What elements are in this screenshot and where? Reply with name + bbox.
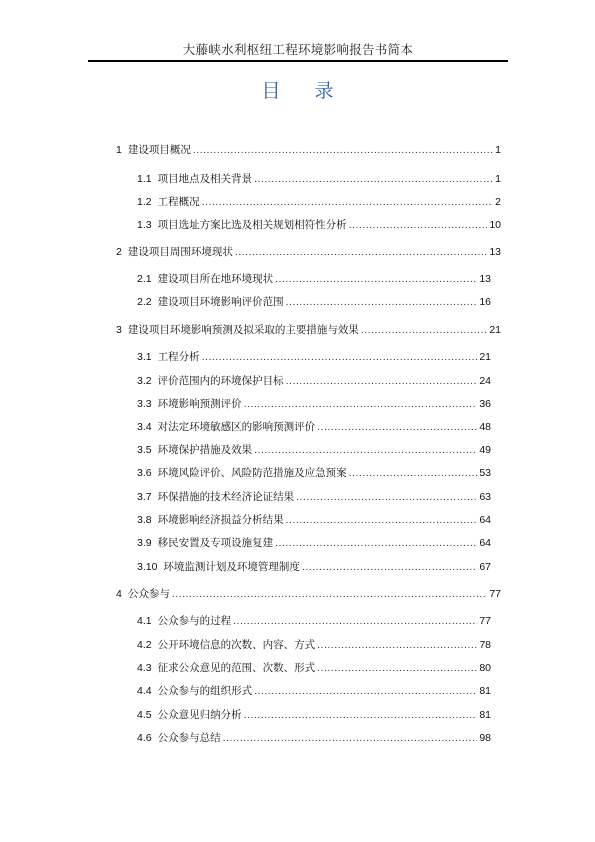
toc-entry-page-number: 81: [479, 685, 491, 697]
toc-entry-title: 环境影响经济损益分析结果: [157, 514, 284, 526]
toc-entry-number: 4.2: [137, 639, 152, 651]
toc-entry-number: 1: [116, 144, 122, 156]
toc-entry-page-number: 1: [495, 144, 501, 156]
toc-entry-page-number: 2: [495, 196, 501, 208]
toc-dot-leader: [254, 172, 493, 186]
toc-entry-page-number: 49: [479, 444, 491, 456]
toc-entry-number: 2: [116, 246, 122, 258]
toc-entry-title: 项目选址方案比选及相关规划相符性分析: [157, 219, 347, 231]
toc-entry-number: 3: [116, 324, 122, 336]
toc-entry-title: 建设项目环境影响评价范围: [157, 296, 284, 308]
toc-entry-number: 1.1: [137, 173, 152, 185]
toc-entry[interactable]: [137, 272, 491, 286]
toc-dot-leader: [254, 443, 477, 457]
toc-entry-number: 3.3: [137, 398, 152, 410]
toc-dot-leader: [302, 560, 477, 574]
toc-entry-page-number: 67: [479, 561, 491, 573]
toc-entry[interactable]: [137, 684, 491, 698]
toc-entry[interactable]: [137, 638, 491, 652]
toc-entry[interactable]: [137, 374, 491, 388]
toc-dot-leader: [286, 295, 478, 309]
toc-dot-leader: [193, 143, 493, 157]
toc-entry[interactable]: [137, 466, 491, 480]
toc-entry-title: 建设项目环境影响预测及拟采取的主要措施与效果: [127, 324, 359, 336]
toc-entry-page-number: 24: [479, 375, 491, 387]
toc-entry-title: 项目地点及相关背景: [157, 173, 253, 185]
document-header-title: 大藤峡水利枢纽工程环境影响报告书简本: [182, 42, 414, 57]
toc-dot-leader: [202, 350, 478, 364]
toc-entry-page-number: 13: [479, 273, 491, 285]
toc-entry-number: 2.2: [137, 296, 152, 308]
toc-entry-title: 对法定环境敏感区的影响预测评价: [157, 421, 316, 433]
toc-entry-number: 1.2: [137, 196, 152, 208]
toc-dot-leader: [286, 513, 478, 527]
toc-dot-leader: [244, 397, 478, 411]
toc-entry[interactable]: [137, 490, 491, 504]
toc-entry-page-number: 10: [489, 219, 501, 231]
toc-entry-page-number: 48: [479, 421, 491, 433]
toc-entry[interactable]: [137, 295, 491, 309]
toc-entry-number: 4.3: [137, 662, 152, 674]
toc-entry-number: 4.4: [137, 685, 152, 697]
toc-entry-page-number: 77: [489, 588, 501, 600]
toc-entry[interactable]: [137, 172, 501, 186]
toc-entry-number: 3.6: [137, 467, 152, 479]
toc-entry-page-number: 36: [479, 398, 491, 410]
toc-entry-page-number: 63: [479, 491, 491, 503]
toc-entry-number: 3.2: [137, 375, 152, 387]
toc-entry[interactable]: [137, 708, 491, 722]
toc-entry[interactable]: [137, 731, 491, 745]
toc-entry-number: 4: [116, 588, 122, 600]
toc-entry[interactable]: [116, 587, 501, 601]
toc-entry-title: 公众参与的组织形式: [157, 685, 253, 697]
toc-entry-title: 环境保护措施及效果: [157, 444, 253, 456]
toc-entry[interactable]: [137, 397, 491, 411]
toc-dot-leader: [233, 614, 477, 628]
toc-entry[interactable]: [137, 443, 491, 457]
toc-dot-leader: [235, 245, 487, 259]
toc-entry-title: 公众参与: [127, 588, 170, 600]
toc-dot-leader: [172, 587, 487, 601]
toc-entry-title: 建设项目概况: [127, 144, 191, 156]
toc-entry-title: 移民安置及专项设施复建: [157, 537, 274, 549]
toc-entry-number: 2.1: [137, 273, 152, 285]
toc-entry-title: 公众意见归纳分析: [157, 709, 242, 721]
toc-entry[interactable]: [137, 350, 491, 364]
toc-dot-leader: [361, 323, 487, 337]
toc-entry-number: 4.5: [137, 709, 152, 721]
toc-entry[interactable]: [137, 195, 501, 209]
toc-entry[interactable]: [116, 323, 501, 337]
toc-entry-title: 环境影响预测评价: [157, 398, 242, 410]
toc-dot-leader: [317, 661, 477, 675]
toc-entry-title: 工程概况: [157, 196, 200, 208]
toc-dot-leader: [286, 374, 478, 388]
toc-entry-title: 公众参与的过程: [157, 615, 232, 627]
toc-entry-title: 工程分析: [157, 351, 200, 363]
toc-entry-page-number: 53: [479, 467, 491, 479]
toc-dot-leader: [317, 638, 477, 652]
toc-entry[interactable]: [137, 513, 491, 527]
toc-entry-number: 1.3: [137, 219, 152, 231]
toc-entry-number: 3.8: [137, 514, 152, 526]
toc-entry-number: 4.6: [137, 732, 152, 744]
toc-entry-title: 公众参与总结: [157, 732, 221, 744]
toc-entry-page-number: 64: [479, 514, 491, 526]
toc-entry-page-number: 81: [479, 709, 491, 721]
toc-entry-number: 3.1: [137, 351, 152, 363]
toc-entry-number: 3.7: [137, 491, 152, 503]
toc-entry-number: 3.4: [137, 421, 152, 433]
toc-entry-page-number: 64: [479, 537, 491, 549]
toc-entry-number: 4.1: [137, 615, 152, 627]
toc-entry-title: 环境风险评价、风险防范措施及应急预案: [157, 467, 347, 479]
toc-entry-title: 建设项目周围环境现状: [127, 246, 233, 258]
toc-entry-page-number: 21: [479, 351, 491, 363]
toc-entry[interactable]: [137, 661, 491, 675]
toc-entry[interactable]: [137, 560, 491, 574]
toc-entry-number: 3.5: [137, 444, 152, 456]
toc-entry[interactable]: [116, 143, 501, 157]
toc-dot-leader: [254, 684, 477, 698]
toc-dot-leader: [223, 731, 478, 745]
toc-entry[interactable]: [116, 245, 501, 259]
toc-dot-leader: [275, 536, 477, 550]
toc-dot-leader: [275, 272, 477, 286]
toc-entry-page-number: 13: [489, 246, 501, 258]
toc-dot-leader: [296, 490, 477, 504]
toc-entry-page-number: 77: [479, 615, 491, 627]
toc-entry-page-number: 80: [479, 662, 491, 674]
toc-dot-leader: [317, 420, 477, 434]
toc-entry-number: 3.9: [137, 537, 152, 549]
toc-title: 目 录: [261, 80, 348, 102]
toc-dot-leader: [349, 218, 488, 232]
toc-dot-leader: [202, 195, 494, 209]
toc-entry-number: 3.10: [137, 561, 158, 573]
toc-dot-leader: [349, 466, 478, 480]
toc-entry-title: 环保措施的技术经济论证结果: [157, 491, 295, 503]
toc-entry-page-number: 16: [479, 296, 491, 308]
toc-entry[interactable]: [137, 218, 501, 232]
toc-entry-title: 公开环境信息的次数、内容、方式: [157, 639, 316, 651]
toc-entry-title: 环境监测计划及环境管理制度: [163, 561, 300, 573]
toc-entry-title: 建设项目所在地环境现状: [157, 273, 274, 285]
toc-entry-title: 评价范围内的环境保护目标: [157, 375, 284, 387]
toc-entry-page-number: 1: [495, 173, 501, 185]
toc-entry[interactable]: [137, 536, 491, 550]
toc-entry-page-number: 21: [489, 324, 501, 336]
toc-entry-page-number: 78: [479, 639, 491, 651]
toc-dot-leader: [244, 708, 478, 722]
toc-entry[interactable]: [137, 420, 491, 434]
toc-entry-title: 征求公众意见的范围、次数、形式: [157, 662, 316, 674]
toc-entry-page-number: 98: [479, 732, 491, 744]
toc-entry[interactable]: [137, 614, 491, 628]
